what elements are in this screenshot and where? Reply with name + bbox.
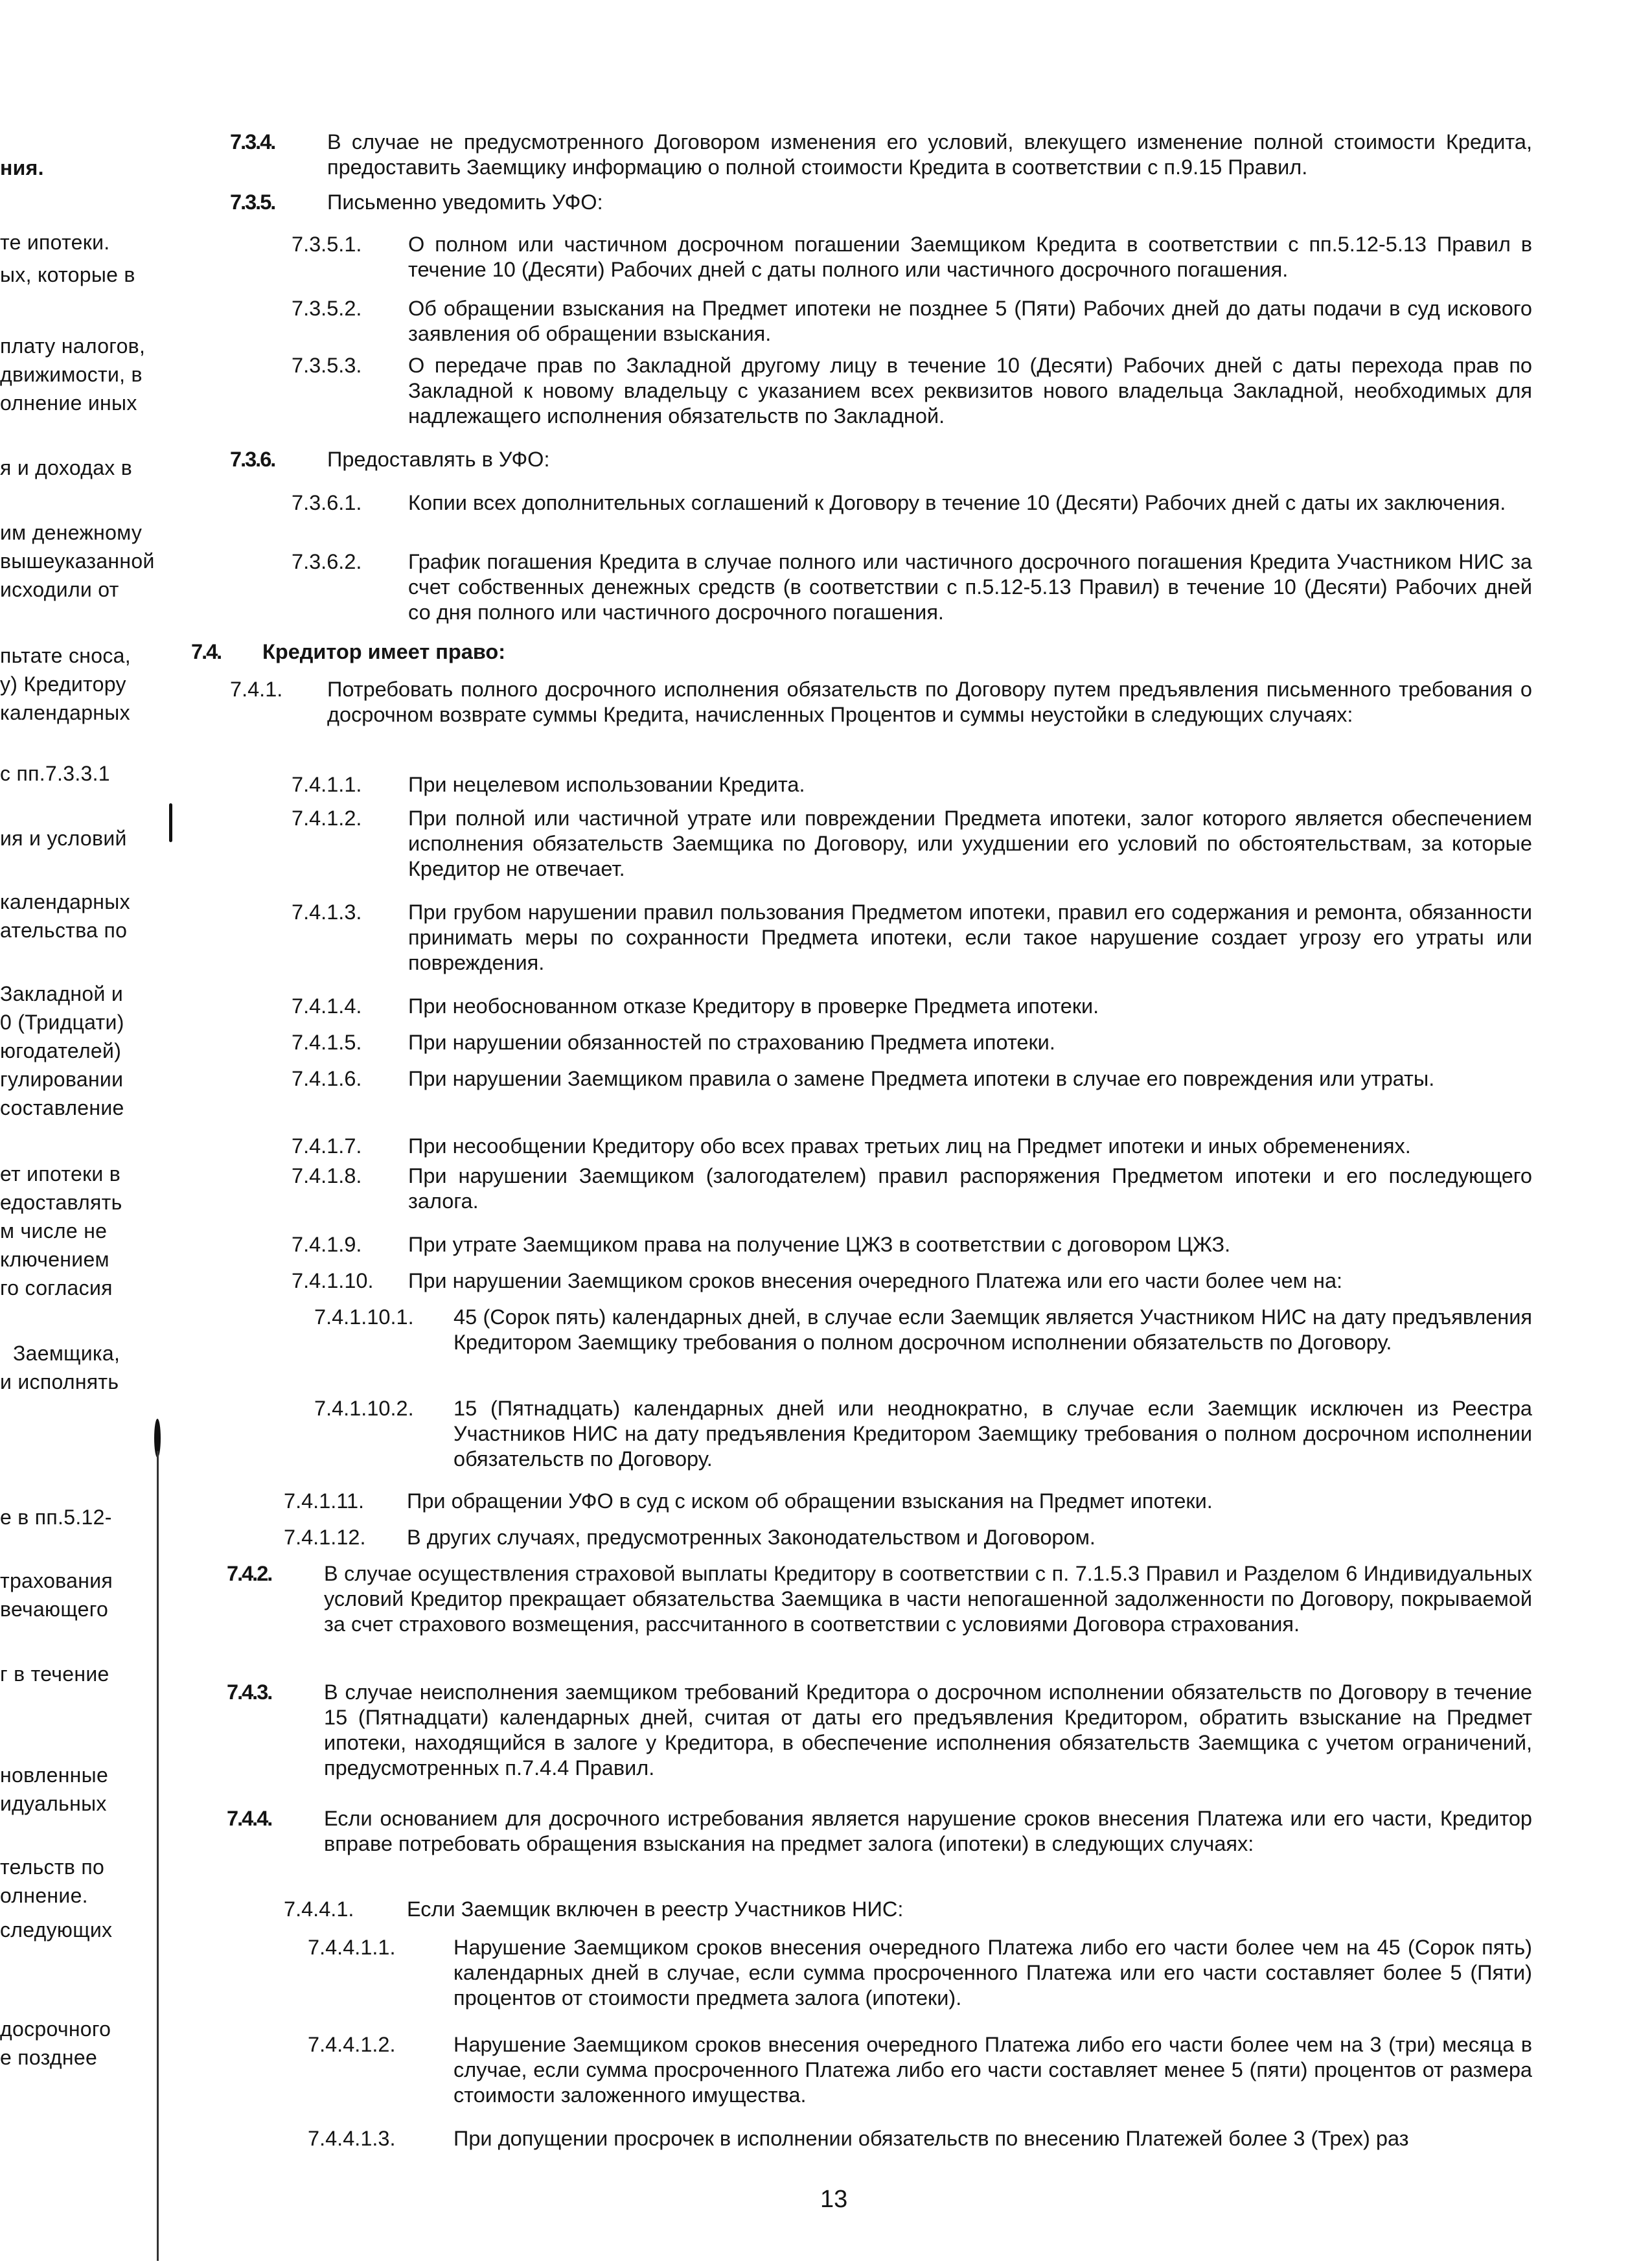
clause-text: При грубом нарушении правил пользования Предметом ипотеки, правил его содержания и ремонта, обязанности принимать меры по сохранности Предмета ипотеки, если такое нарушение создает угрозу его утраты или повреждения.	[408, 900, 1532, 974]
clause-7-3-5-3	[292, 353, 1532, 429]
clause-text: Нарушение Заемщиком сроков внесения очередного Платежа либо его части более чем на 3 (три) месяца в случае, если сумма просроченного Платежа либо его части составляет менее 5 (пяти) процентов от размера стоимости заложенного имущества.	[453, 2033, 1532, 2107]
fragment-line: календарных	[0, 701, 130, 724]
clause-number: 7.4.1.10.2.	[314, 1397, 414, 1420]
fragment-line: идуальных	[0, 1792, 107, 1815]
clause-text: Если Заемщик включен в реестр Участников НИС:	[407, 1897, 904, 1921]
fragment-line: ет ипотеки в	[0, 1162, 121, 1186]
clause-7-4-1-3	[292, 900, 1532, 976]
clause-text: 45 (Сорок пять) календарных дней, в случае если Заемщик является Участником НИС на дату предъявления Кредитором Заемщику требования о полном досрочном исполнении обязательств по Договору.	[453, 1305, 1532, 1354]
fragment-line: г в течение	[0, 1662, 109, 1686]
clause-number: 7.4.1.1.	[292, 773, 362, 796]
clause-number: 7.3.6.2.	[292, 550, 362, 573]
clause-7-4-1-12	[284, 1525, 1532, 1550]
clause-number: 7.4.1.10.	[292, 1269, 374, 1292]
clause-number: 7.3.5.1.	[292, 233, 362, 256]
fragment-line: едоставлять	[0, 1191, 122, 1214]
clause-text: При нарушении Заемщиком правила о замене Предмета ипотеки в случае его повреждения или утраты.	[408, 1067, 1435, 1090]
clause-number: 7.3.6.1.	[292, 491, 362, 514]
fragment-line: вышеуказанной	[0, 549, 155, 573]
clause-number: 7.4.2.	[227, 1562, 272, 1585]
fragment-line: с пп.7.3.3.1	[0, 762, 110, 785]
fragment-line: ых, которые в	[0, 263, 135, 286]
clause-7-4-1	[230, 677, 1532, 727]
fragment-13	[0, 1503, 161, 1531]
clause-7-4-1-5	[292, 1030, 1532, 1055]
fragment-line: ключением	[0, 1248, 109, 1271]
clause-number: 7.4.4.1.3.	[308, 2127, 396, 2150]
fragment-19	[0, 2015, 161, 2072]
clause-number: 7.4.1.2.	[292, 807, 362, 830]
clause-text: Копии всех дополнительных соглашений к Договору в течение 10 (Десяти) Рабочих дней с даты их заключения.	[408, 491, 1506, 514]
fragment-14	[0, 1566, 161, 1623]
clause-number: 7.4.1.9.	[292, 1233, 362, 1256]
fragment-line: м числе не	[0, 1219, 108, 1243]
clause-text: Если основанием для досрочного истребования является нарушение сроков внесения Платежа или его части, Кредитор вправе потребовать обращения взыскания на предмет залога (ипотеки) в следующих случаях:	[324, 1807, 1532, 1855]
clause-7-4-4-1	[284, 1897, 1532, 1922]
fragment-line: календарных	[0, 890, 130, 913]
fragment-line: те ипотеки.	[0, 231, 110, 254]
fragment-line: досрочного	[0, 2017, 111, 2041]
fragment-line: Заемщика,	[13, 1342, 120, 1365]
clause-7-4-4-1-3	[308, 2126, 1532, 2151]
fragment-2	[0, 228, 161, 289]
clause-text: Об обращении взыскания на Предмет ипотеки не позднее 5 (Пяти) Рабочих дней до даты подачи в суд искового заявления об обращении взыскания.	[408, 297, 1532, 345]
fragment-10	[0, 979, 161, 1122]
fragment-11	[0, 1160, 161, 1302]
clause-7-4-1-7	[292, 1134, 1532, 1159]
clause-7-4-1-10-2	[314, 1396, 1532, 1472]
clause-text: Письменно уведомить УФО:	[327, 190, 603, 214]
fragment-line: следующих	[0, 1918, 113, 1942]
clause-7-4-2	[227, 1561, 1532, 1637]
clause-7-4-4-1-2	[308, 2032, 1532, 2108]
fragment-line: е позднее	[0, 2046, 98, 2069]
fragment-line: составление	[0, 1096, 124, 1119]
clause-text: О передаче прав по Закладной другому лицу в течение 10 (Десяти) Рабочих дней с даты перехода прав по Закладной к новому владельцу с указанием всех реквизитов нового владельца Закладной, необходимых для надлежащего исполнения обязательств по Закладной.	[408, 354, 1532, 428]
fragment-9	[0, 888, 161, 945]
fragment-5	[0, 518, 161, 604]
clause-7-4-1-9	[292, 1232, 1532, 1257]
clause-number: 7.4.1.3.	[292, 900, 362, 924]
fragment-1	[0, 154, 161, 182]
section-7-4-heading	[191, 639, 1532, 665]
clause-text: В других случаях, предусмотренных Законодательством и Договором.	[407, 1526, 1096, 1549]
fragment-7	[0, 759, 161, 788]
clause-text: Предоставлять в УФО:	[327, 448, 550, 471]
clause-number: 7.4.1.	[230, 678, 283, 701]
clause-7-4-3	[227, 1680, 1532, 1781]
clause-number: 7.4.4.1.2.	[308, 2033, 396, 2056]
clause-text: В случае неисполнения заемщиком требований Кредитора о досрочном исполнении обязательств по Договору в течение 15 (Пятнадцати) календарных дней, считая от даты его предъявления Кредитором, обратить взыскание на Предмет ипотеки, находящийся в залоге у Кредитора, в обеспечение исполнения обязательств Заемщика с учетом ограничений, предусмотренных п.7.4.4 Правил.	[324, 1680, 1532, 1780]
fragment-line: и исполнять	[0, 1370, 119, 1393]
clause-7-4-1-10	[292, 1268, 1532, 1294]
clause-text: При несообщении Кредитору обо всех правах третьих лиц на Предмет ипотеки и иных обременениях.	[408, 1134, 1411, 1158]
fragment-line: ия и условий	[0, 827, 127, 850]
clause-number: 7.4.1.10.1.	[314, 1305, 414, 1329]
facing-page-fragments	[0, 0, 175, 2268]
fragment-line: е в пп.5.12-	[0, 1506, 112, 1529]
clause-number: 7.3.4.	[230, 130, 275, 154]
fragment-3	[0, 332, 161, 417]
clause-7-4-1-2	[292, 806, 1532, 882]
fragment-line: югодателей)	[0, 1039, 122, 1062]
clause-7-3-4	[230, 130, 1532, 180]
fragment-line: движимости, в	[0, 363, 143, 386]
fragment-4	[0, 453, 161, 482]
fragment-line: у) Кредитору	[0, 672, 126, 696]
clause-number: 7.3.5.3.	[292, 354, 362, 377]
clause-7-4-1-1	[292, 772, 1532, 797]
clause-number: 7.3.6.	[230, 448, 275, 471]
clause-number: 7.4.1.11.	[284, 1489, 365, 1513]
clause-text: В случае осуществления страховой выплаты Кредитору в соответствии с п. 7.1.5.3 Правил и Разделом 6 Индивидуальных условий Кредитор прекращает обязательства Заемщика в части непогашенной задолженности по Договору, покрываемой за счет страхового возмещения, рассчитанного в соответствии с условиями Договора страхования.	[324, 1562, 1532, 1636]
fragment-6	[0, 641, 161, 727]
fragment-line: олнение иных	[0, 391, 137, 415]
fragment-line: я и доходах в	[0, 456, 133, 479]
binding-mark	[169, 803, 172, 842]
clause-7-3-5	[230, 190, 1532, 215]
clause-number: 7.4.1.5.	[292, 1031, 362, 1054]
clause-text: О полном или частичном досрочном погашении Заемщиком Кредита в соответствии с пп.5.12-5.13 Правил в течение 10 (Десяти) Рабочих дней с даты полного или частичного досрочного погашения.	[408, 233, 1532, 281]
clause-7-4-1-8	[292, 1163, 1532, 1214]
clause-7-4-1-4	[292, 994, 1532, 1019]
fragment-line: гулировании	[0, 1068, 124, 1091]
fragment-16	[0, 1761, 161, 1818]
clause-number: 7.4.1.7.	[292, 1134, 362, 1158]
clause-number: 7.4.1.6.	[292, 1067, 362, 1090]
clause-7-4-4	[227, 1806, 1532, 1857]
fragment-line: новленные	[0, 1763, 109, 1787]
clause-text: В случае не предусмотренного Договором изменения его условий, влекущего изменение полной стоимости Кредита, предоставить Заемщику информацию о полной стоимости Кредита в соответствии с п.9.15 Правил.	[327, 130, 1532, 179]
fragment-line: вечающего	[0, 1598, 109, 1621]
clause-number: 7.4.4.	[227, 1807, 272, 1830]
clause-7-3-6-2	[292, 549, 1532, 625]
clause-number: 7.3.5.	[230, 190, 275, 214]
fragment-8	[0, 824, 161, 853]
page-number: 13	[820, 2186, 848, 2213]
clause-number: 7.4.1.8.	[292, 1164, 362, 1187]
clause-text: При необоснованном отказе Кредитору в проверке Предмета ипотеки.	[408, 994, 1099, 1018]
fragment-line: им денежному	[0, 521, 143, 544]
clause-text: При допущении просрочек в исполнении обязательств по внесению Платежей более 3 (Трех) раз	[453, 2127, 1409, 2150]
clause-number: 7.4.3.	[227, 1680, 272, 1704]
clause-number: 7.4.4.1.1.	[308, 1936, 396, 1959]
clause-number: 7.4.4.1.	[284, 1897, 354, 1921]
clause-7-4-4-1-1	[308, 1935, 1532, 2011]
fragment-line: пьтате сноса,	[0, 644, 131, 667]
fragment-line: исходили от	[0, 578, 119, 601]
clause-text: При нарушении Заемщиком сроков внесения очередного Платежа или его части более чем на:	[408, 1269, 1343, 1292]
clause-text: График погашения Кредита в случае полного или частичного досрочного погашения Кредита Участником НИС за счет собственных денежных средств (в соответствии с п.5.12-5.13 Правил) в течение 10 (Десяти) Рабочих дней со дня полного или частичного досрочного погашения.	[408, 550, 1532, 624]
fragment-line: трахования	[0, 1569, 113, 1592]
clause-7-4-1-10-1	[314, 1305, 1532, 1355]
fragment-18	[0, 1916, 161, 1944]
fragment-line: Закладной и	[0, 982, 124, 1005]
section-number: 7.4.	[191, 640, 222, 663]
clause-text: При утрате Заемщиком права на получение ЦЖЗ в соответствии с договором ЦЖЗ.	[408, 1233, 1231, 1256]
clause-7-3-6-1	[292, 490, 1532, 516]
clause-text: Нарушение Заемщиком сроков внесения очередного Платежа либо его части более чем на 45 (Сорок пять) календарных дней в случае, если сумма просроченного Платежа или его части составляет более 5 (Пяти) процентов от стоимости предмета залога (ипотеки).	[453, 1936, 1532, 2010]
fragment-line: тельств по	[0, 1855, 105, 1879]
clause-text: 15 (Пятнадцать) календарных дней или неоднократно, в случае если Заемщик исключен из Реестра Участников НИС на дату предъявления Кредитором Заемщику требования о полном досрочном исполнении обязательств по Договору.	[453, 1397, 1532, 1471]
clause-7-3-5-1	[292, 232, 1532, 282]
fragment-line: ательства по	[0, 919, 128, 942]
clause-number: 7.4.1.4.	[292, 994, 362, 1018]
fragment-15	[0, 1660, 161, 1688]
clause-text: При нарушении обязанностей по страхованию Предмета ипотеки.	[408, 1031, 1055, 1054]
fragment-17	[0, 1853, 161, 1910]
clause-text: При полной или частичной утрате или повреждении Предмета ипотеки, залог которого является обеспечением исполнения обязательств Заемщика по Договору, или ухудшении его условий по обстоятельствам, за которые Кредитор не отвечает.	[408, 807, 1532, 880]
fragment-line: 0 (Тридцати)	[0, 1011, 124, 1034]
clause-text: При нецелевом использовании Кредита.	[408, 773, 805, 796]
fragment-line: плату налогов,	[0, 334, 146, 358]
fragment-12	[0, 1339, 161, 1396]
clause-number: 7.3.5.2.	[292, 297, 362, 320]
clause-7-4-1-11	[284, 1489, 1532, 1514]
fragment-line: го согласия	[0, 1276, 113, 1300]
clause-text: При нарушении Заемщиком (залогодателем) правил распоряжения Предметом ипотеки и его последующего залога.	[408, 1164, 1532, 1213]
clause-number: 7.4.1.12.	[284, 1526, 366, 1549]
fragment-line: олнение.	[0, 1884, 88, 1907]
clause-7-3-6	[230, 447, 1532, 472]
clause-7-4-1-6	[292, 1066, 1532, 1092]
fragment-line: ния.	[0, 156, 44, 179]
clause-text: Потребовать полного досрочного исполнения обязательств по Договору путем предъявления письменного требования о досрочном возврате суммы Кредита, начисленных Процентов и суммы неустойки в следующих случаях:	[327, 678, 1532, 726]
clause-7-3-5-2	[292, 296, 1532, 347]
binding-mark	[157, 1451, 159, 2261]
section-title: Кредитор имеет право:	[262, 640, 506, 663]
clause-text: При обращении УФО в суд с иском об обращении взыскания на Предмет ипотеки.	[407, 1489, 1213, 1513]
